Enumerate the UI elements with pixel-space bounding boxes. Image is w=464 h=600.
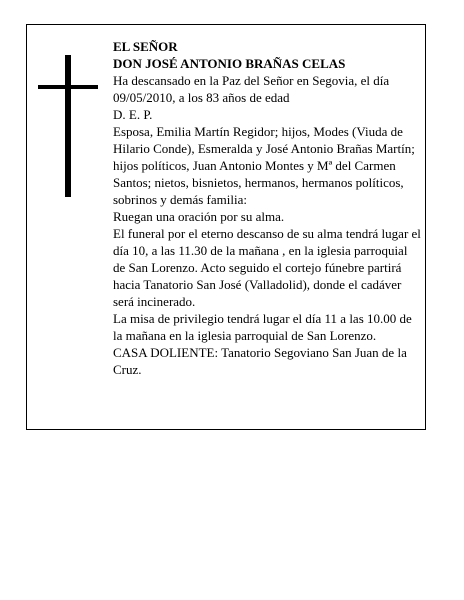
mourning-house: CASA DOLIENTE: Tanatorio Segoviano San Juan de la Cruz. bbox=[113, 345, 407, 377]
death-statement: Ha descansado en la Paz del Señor en Segovia, el día 09/05/2010, a los 83 años de edad bbox=[113, 73, 390, 105]
family-list: Esposa, Emilia Martín Regidor; hijos, Modes (Viuda de Hilario Conde), Esmeralda y José Antonio Brañas Martín; hijos políticos, Juan Antonio Montes y Mª del Carmen Santos; nietos, bisnietos, hermanos, hermanos políticos, sobrinos y demás familia: bbox=[113, 124, 415, 207]
notice-title: EL SEÑOR bbox=[113, 39, 178, 54]
funeral-details: El funeral por el eterno descanso de su alma tendrá lugar el día 10, a las 11.30 de la mañana , en la iglesia parroquial de San Lorenzo. Acto seguido el cortejo fúnebre partirá hacia Tanatorio San José (Valladolid), donde el cadáver será incinerado. bbox=[113, 226, 421, 309]
mass-details: La misa de privilegio tendrá lugar el día 11 a las 10.00 de la mañana en la iglesia parroquial de San Lorenzo. bbox=[113, 311, 412, 343]
cross-vertical-bar bbox=[65, 55, 71, 197]
deceased-name: DON JOSÉ ANTONIO BRAÑAS CELAS bbox=[113, 56, 346, 71]
cross-icon bbox=[38, 55, 98, 197]
rip-line: D. E. P. bbox=[113, 107, 153, 122]
obituary-notice bbox=[26, 24, 426, 430]
notice-text bbox=[113, 38, 421, 378]
prayer-request: Ruegan una oración por su alma. bbox=[113, 209, 285, 224]
cross-horizontal-bar bbox=[38, 85, 98, 89]
